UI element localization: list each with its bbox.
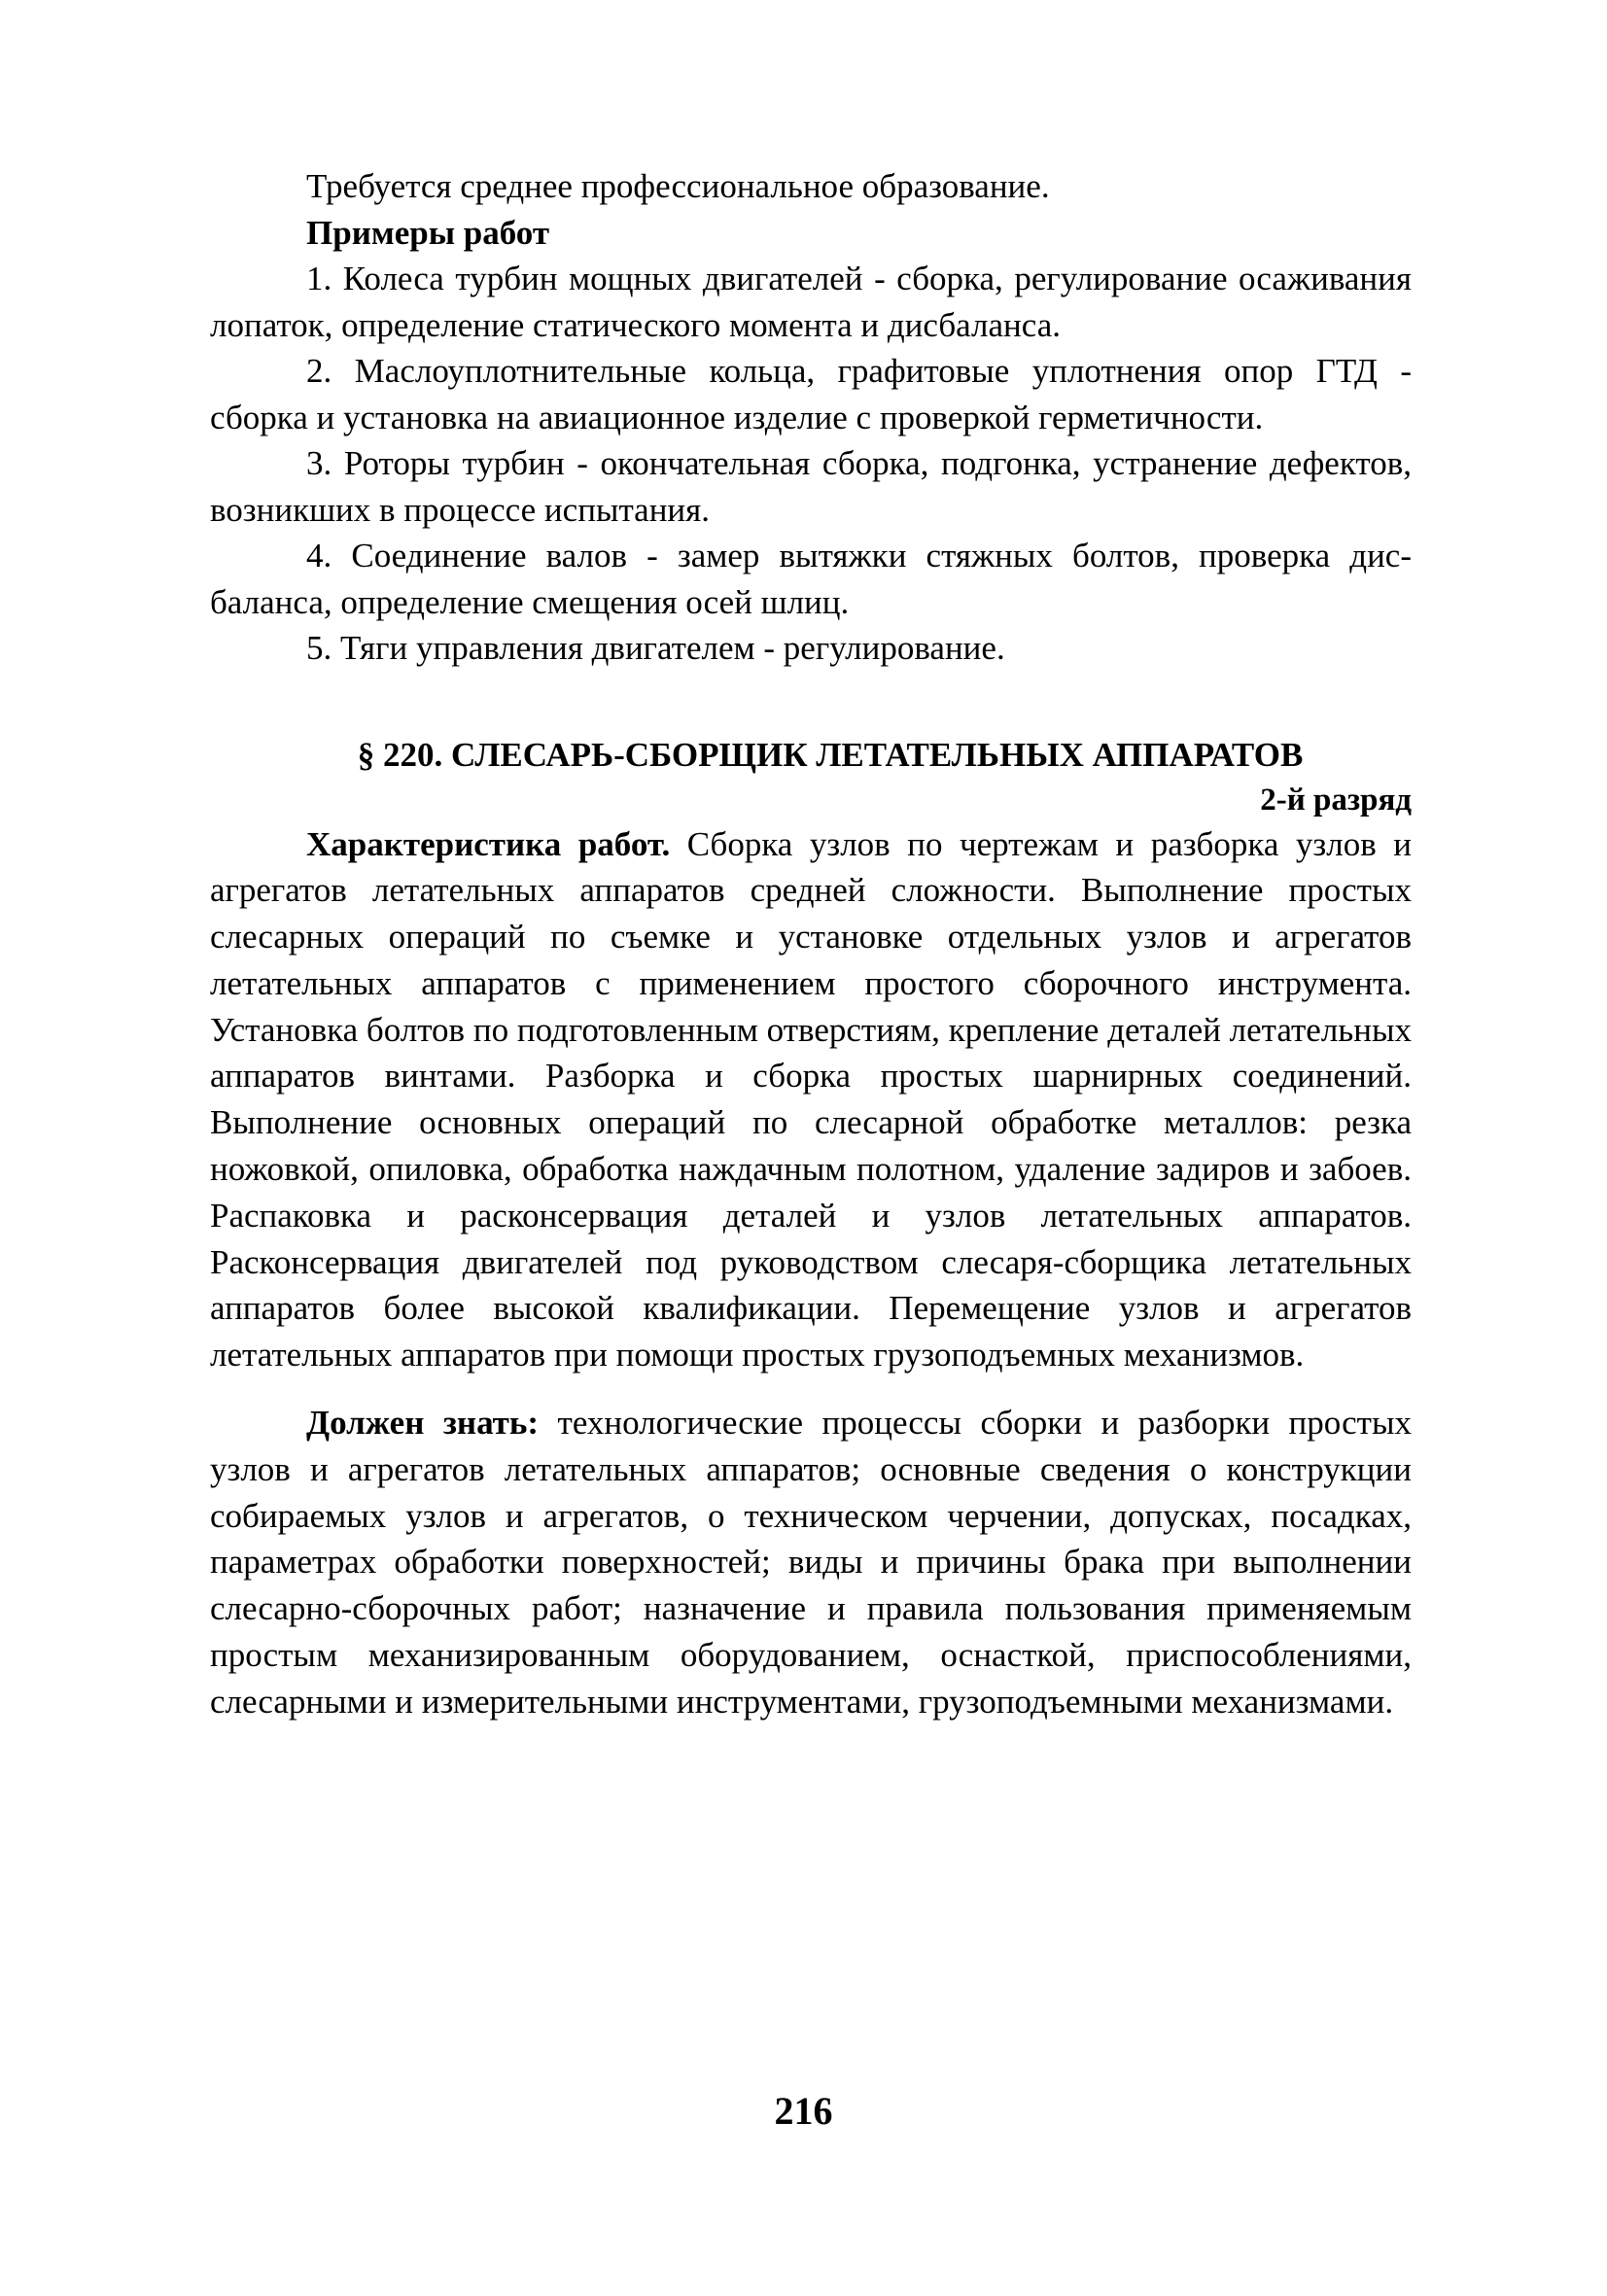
example-item-3: 3. Роторы турбин - окончательная сборка, подгонка, устранение дефектов, возникших в процессе испытания.: [210, 444, 1412, 529]
knowledge-label: Должен знать:: [306, 1404, 540, 1443]
example-item-4: 4. Соединение валов - замер вытяжки стяжных болтов, проверка дисбаланса, определение смещения осей шлиц.: [210, 537, 1412, 621]
knowledge-paragraph: [210, 1400, 1412, 1725]
page-content: [210, 163, 1412, 1725]
grade-label: 2-й разряд: [1260, 782, 1412, 818]
education-requirement: Требуется среднее профессиональное образование.: [306, 167, 1050, 205]
intro-block: [210, 163, 1412, 672]
knowledge-text: технологические процессы сборки и разборки простых узлов и агрегатов летательных аппаратов; основные сведения о конструкции собираемых узлов и агрегатов, о техническом черчении, допусках, посадках, параметрах обработки поверхностей; виды и причины брака при выполнении слесарно-сборочных работ; назначение и правила пользования применяемым простым механизированным оборудованием, оснасткой, приспособлениями, слесарными и измерительными инструментами, грузоподъемными механизмами.: [210, 1404, 1412, 1721]
characteristics-label: Характеристика работ.: [306, 824, 671, 863]
example-item-2: 2. Маслоуплотнительные кольца, графитовые уплотнения опор ГТД - сборка и установка на авиационное изделие с проверкой герметичности.: [210, 352, 1412, 436]
example-item-1: 1. Колеса турбин мощных двигателей - сборка, регулирование осаживания лопаток, определение статического момента и дисбаланса.: [210, 260, 1412, 344]
page-number: 216: [774, 2089, 833, 2133]
characteristics-paragraph: [210, 821, 1412, 1379]
example-item-5: 5. Тяги управления двигателем - регулирование.: [306, 629, 1005, 667]
examples-heading: Примеры работ: [306, 213, 550, 252]
characteristics-text: Сборка узлов по чертежам и разборка узлов и агрегатов летательных аппаратов средней сложности. Выполнение простых слесарных операций по съемке и установке отдельных узлов и агрегатов летательных аппаратов с применением простого сборочного инструмента. Установка болтов по подготовленным отверстиям, крепление деталей летательных аппаратов винтами. Разборка и сборка простых шарнирных соединений. Выполнение основных операций по слесарной обработке металлов: резка ножовкой, опиловка, обработка наждачным полотном, удаление задиров и забоев. Распаковка и расконсервация деталей и узлов летательных аппаратов. Расконсервация двигателей под руководством слесаря-сборщика летательных аппаратов более высокой квалификации. Перемещение узлов и агрегатов летательных аппаратов при помощи простых грузоподъемных механизмов.: [210, 824, 1412, 1374]
section-title: § 220. СЛЕСАРЬ-СБОРЩИК ЛЕТАТЕЛЬНЫХ АППАРАТОВ: [357, 735, 1304, 774]
